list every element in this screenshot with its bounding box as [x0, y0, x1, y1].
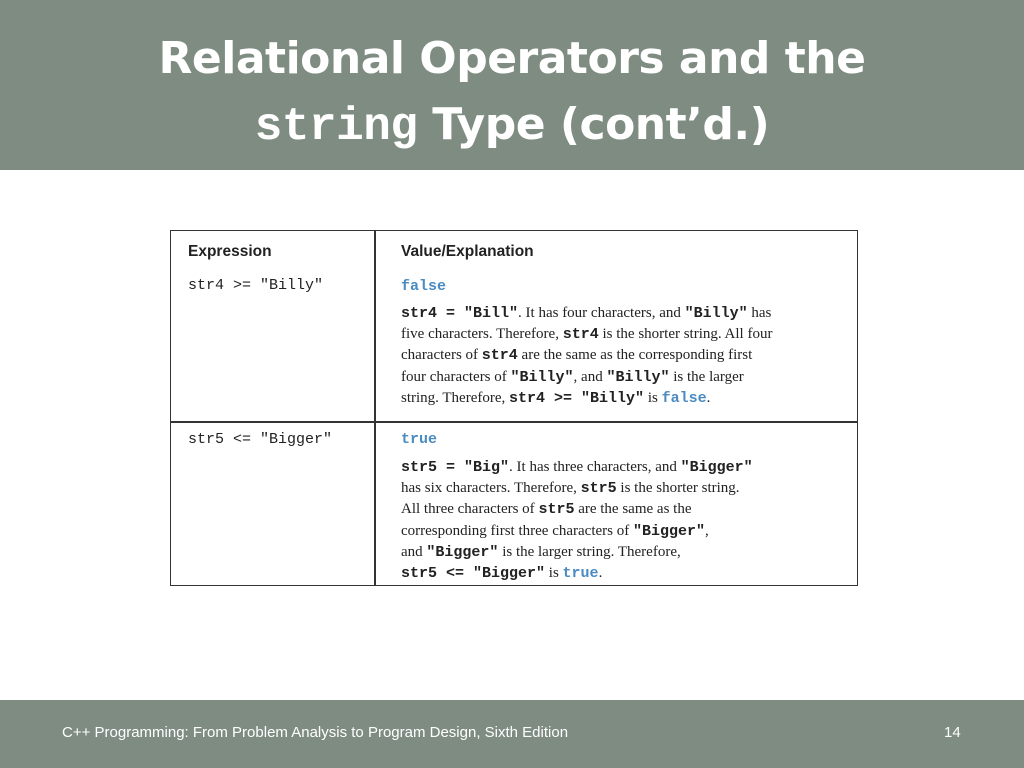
- row-2-explanation: [401, 457, 845, 584]
- explanation-text: is the shorter string.: [616, 480, 740, 497]
- explanation-text: is the shorter string. All four: [598, 326, 773, 343]
- code-text: "Billy": [606, 368, 670, 386]
- header-expression: Expression: [188, 243, 272, 260]
- code-text: str5 <= "Bigger": [401, 565, 546, 583]
- explanation-text: are the same as the corresponding first: [517, 347, 753, 364]
- page-number: 14: [944, 724, 961, 741]
- explanation-text: is: [644, 389, 662, 406]
- row-1-explanation: [401, 303, 845, 409]
- explanation-line: [401, 388, 845, 409]
- code-text: str4 = "Bill": [401, 305, 519, 322]
- explanation-text: , and: [573, 368, 607, 385]
- code-text: "Billy": [684, 305, 748, 322]
- explanation-text: is the larger string. Therefore,: [498, 543, 681, 560]
- code-text: "Bigger": [426, 543, 499, 561]
- code-text: str5: [580, 480, 617, 498]
- title-line-1: Relational Operators and the: [158, 33, 866, 84]
- explanation-line: [401, 521, 845, 542]
- explanation-line: [401, 303, 845, 324]
- result-value: false: [661, 389, 707, 407]
- explanation-text: corresponding first three characters of: [401, 522, 633, 539]
- explanation-text: are the same as the: [574, 501, 692, 518]
- explanation-text: is: [545, 565, 563, 582]
- explanation-line: [401, 457, 845, 478]
- explanation-text: . It has four characters, and: [518, 305, 685, 321]
- row-1-expression: str4 >= "Billy": [188, 277, 324, 294]
- explanation-line: [401, 324, 845, 345]
- explanation-line: [401, 499, 845, 520]
- explanation-text: . It has three characters, and: [509, 459, 681, 475]
- column-divider: [374, 231, 376, 585]
- code-text: str4: [481, 347, 518, 365]
- code-text: str4 >= "Billy": [509, 389, 645, 407]
- result-value: true: [562, 565, 599, 583]
- explanation-text: All three characters of: [401, 501, 539, 518]
- explanation-line: [401, 542, 845, 563]
- code-text: "Bigger": [680, 459, 753, 476]
- row-1-value: false: [401, 278, 447, 295]
- title-rest: Type (cont’d.): [417, 99, 770, 150]
- explanation-line: [401, 345, 845, 366]
- title-code-word: string: [254, 101, 418, 153]
- explanation-text: string. Therefore,: [401, 389, 510, 406]
- explanation-text: four characters of: [401, 368, 511, 385]
- explanation-line: [401, 367, 845, 388]
- explanation-text: ,: [705, 522, 709, 539]
- row-divider: [171, 421, 857, 423]
- explanation-text: .: [706, 389, 711, 406]
- comparison-table: [170, 230, 858, 586]
- explanation-line: [401, 563, 845, 584]
- footer-book-title: C++ Programming: From Problem Analysis to Program Design, Sixth Edition: [62, 724, 569, 741]
- explanation-text: characters of: [401, 347, 482, 364]
- slide-title: [0, 26, 1024, 160]
- code-text: "Bigger": [632, 522, 705, 540]
- explanation-text: has six characters. Therefore,: [401, 480, 581, 497]
- code-text: "Billy": [510, 368, 574, 386]
- explanation-text: has: [747, 305, 772, 321]
- explanation-text: is the larger: [669, 368, 744, 385]
- explanation-line: [401, 478, 845, 499]
- explanation-text: and: [401, 543, 427, 560]
- code-text: str4: [562, 326, 599, 344]
- explanation-text: five characters. Therefore,: [401, 326, 563, 343]
- header-value-explanation: Value/Explanation: [401, 243, 534, 260]
- explanation-text: .: [598, 565, 603, 582]
- row-2-value: true: [401, 431, 438, 448]
- code-text: str5 = "Big": [401, 459, 510, 476]
- code-text: str5: [538, 501, 575, 519]
- title-line-2: [0, 92, 1024, 160]
- row-2-expression: str5 <= "Bigger": [188, 431, 333, 448]
